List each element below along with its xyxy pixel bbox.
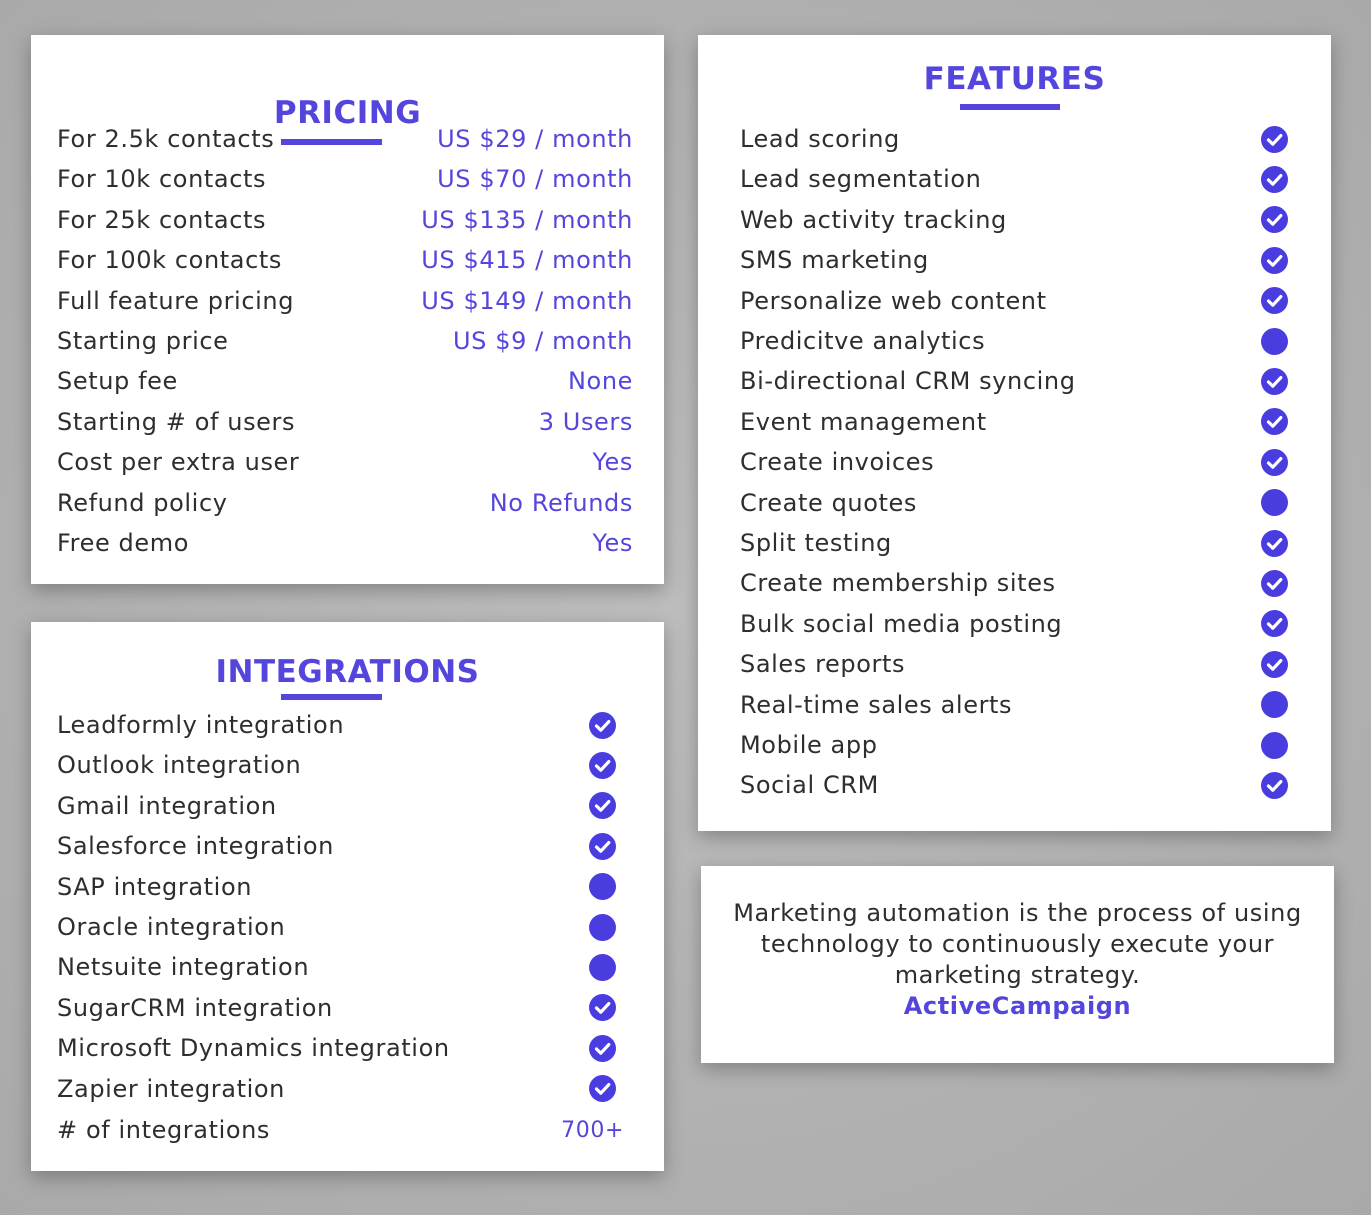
pricing-row-label: For 25k contacts <box>57 205 267 234</box>
pricing-row-value: US $415 / month <box>421 246 633 275</box>
check-circle-icon <box>1261 570 1288 597</box>
feature-row-label: Create invoices <box>740 448 935 477</box>
pricing-card <box>31 35 664 584</box>
integration-row-label: Netsuite integration <box>57 953 310 982</box>
pricing-row-value: US $29 / month <box>437 125 633 153</box>
check-circle-icon <box>1261 287 1288 314</box>
pricing-row-value: 3 Users <box>538 407 633 436</box>
pricing-row-value: US $70 / month <box>437 165 633 194</box>
feature-row-label: Lead scoring <box>740 125 900 153</box>
pricing-row <box>57 159 633 199</box>
feature-row <box>740 523 1288 563</box>
feature-row <box>740 644 1288 684</box>
pricing-row-label: Free demo <box>57 529 190 557</box>
pricing-row <box>57 321 633 361</box>
pricing-row-value: US $149 / month <box>421 286 633 315</box>
integration-row-label: SAP integration <box>57 872 253 901</box>
feature-row <box>740 119 1288 159</box>
feature-row <box>740 402 1288 442</box>
pricing-row <box>57 119 633 159</box>
pricing-row-value: No Refunds <box>489 488 633 517</box>
filled-circle-icon <box>1261 691 1288 718</box>
check-circle-icon <box>1261 651 1288 678</box>
integration-row-label: Leadformly integration <box>57 711 345 739</box>
pricing-row <box>57 281 633 321</box>
check-circle-icon <box>1261 368 1288 395</box>
feature-row-label: Create membership sites <box>740 569 1056 598</box>
filled-circle-icon <box>1261 489 1288 516</box>
check-circle-icon <box>1261 449 1288 476</box>
feature-row <box>740 604 1288 644</box>
feature-row-label: Bulk social media posting <box>740 609 1063 638</box>
pricing-row-value: US $9 / month <box>452 327 633 355</box>
pricing-row-label: Refund policy <box>57 488 228 517</box>
integrations-count-value: 700+ <box>561 1117 624 1143</box>
integrations-title-underline <box>281 694 382 700</box>
feature-row-label: Bi-directional CRM syncing <box>740 367 1076 396</box>
feature-row <box>740 240 1288 280</box>
pricing-row <box>57 442 633 482</box>
check-circle-icon <box>1261 772 1288 799</box>
integration-row-label: Salesforce integration <box>57 832 334 861</box>
quote-source: ActiveCampaign <box>903 992 1132 1020</box>
pricing-row-label: Full feature pricing <box>57 286 295 315</box>
quote-card <box>701 866 1334 1063</box>
check-circle-icon <box>589 1075 616 1102</box>
feature-row <box>740 563 1288 603</box>
integration-row <box>57 1028 616 1068</box>
feature-row-label: Mobile app <box>740 731 878 759</box>
integration-row-label: Oracle integration <box>57 913 286 941</box>
integration-row-label: SugarCRM integration <box>57 993 333 1022</box>
check-circle-icon <box>1261 166 1288 193</box>
check-circle-icon <box>589 1035 616 1062</box>
check-circle-icon <box>589 712 616 739</box>
filled-circle-icon <box>589 914 616 941</box>
integration-row-label: Microsoft Dynamics integration <box>57 1034 450 1063</box>
integration-row <box>57 826 616 866</box>
pricing-row-label: For 10k contacts <box>57 165 267 194</box>
check-circle-icon <box>1261 610 1288 637</box>
feature-row-label: SMS marketing <box>740 246 929 275</box>
features-title: FEATURES <box>923 61 1106 97</box>
quote-text: Marketing automation is the process of using technology to continuously execute your marketing strategy. <box>733 899 1302 989</box>
feature-row <box>740 483 1288 523</box>
pricing-row <box>57 523 633 563</box>
filled-circle-icon <box>1261 328 1288 355</box>
features-title-underline <box>960 104 1060 110</box>
filled-circle-icon <box>589 873 616 900</box>
integration-row <box>57 1069 616 1109</box>
features-card <box>698 35 1331 831</box>
integration-row <box>57 867 616 907</box>
pricing-title: PRICING <box>273 95 422 131</box>
feature-row-label: Create quotes <box>740 488 917 517</box>
feature-row-label: Social CRM <box>740 771 879 800</box>
feature-row <box>740 765 1288 805</box>
integrations-count-label: # of integrations <box>57 1116 271 1144</box>
feature-row <box>740 361 1288 401</box>
integrations-count-row <box>57 1110 624 1150</box>
integrations-card <box>31 622 664 1171</box>
pricing-row-value: US $135 / month <box>421 205 633 234</box>
feature-row-label: Personalize web content <box>740 286 1047 315</box>
check-circle-icon <box>1261 530 1288 557</box>
pricing-row <box>57 240 633 280</box>
check-circle-icon <box>1261 206 1288 233</box>
check-circle-icon <box>589 792 616 819</box>
pricing-row <box>57 483 633 523</box>
feature-row-label: Lead segmentation <box>740 165 982 194</box>
pricing-row-label: Setup fee <box>57 367 178 396</box>
feature-row-label: Sales reports <box>740 650 906 679</box>
integration-row-label: Outlook integration <box>57 751 302 780</box>
feature-row-label: Web activity tracking <box>740 205 1007 234</box>
check-circle-icon <box>1261 126 1288 153</box>
pricing-row-value: None <box>567 367 633 396</box>
integration-row <box>57 705 616 745</box>
feature-row-label: Event management <box>740 407 987 436</box>
pricing-row-label: Starting # of users <box>57 407 296 436</box>
feature-row <box>740 159 1288 199</box>
feature-row <box>740 685 1288 725</box>
filled-circle-icon <box>589 954 616 981</box>
integration-row <box>57 988 616 1028</box>
pricing-row-value: Yes <box>592 448 633 477</box>
integration-row <box>57 907 616 947</box>
feature-row <box>740 321 1288 361</box>
pricing-row <box>57 361 633 401</box>
pricing-row-label: For 2.5k contacts <box>57 125 275 153</box>
feature-row-label: Real-time sales alerts <box>740 690 1013 719</box>
pricing-row-label: For 100k contacts <box>57 246 282 275</box>
check-circle-icon <box>1261 408 1288 435</box>
pricing-row-label: Cost per extra user <box>57 448 300 477</box>
feature-row <box>740 442 1288 482</box>
integration-row <box>57 786 616 826</box>
check-circle-icon <box>589 752 616 779</box>
integration-row <box>57 745 616 785</box>
feature-row-label: Split testing <box>740 529 892 557</box>
pricing-row-value: Yes <box>592 529 633 557</box>
pricing-row-label: Starting price <box>57 327 229 355</box>
integrations-title: INTEGRATIONS <box>215 654 480 690</box>
pricing-row <box>57 402 633 442</box>
check-circle-icon <box>589 994 616 1021</box>
feature-row <box>740 725 1288 765</box>
check-circle-icon <box>589 833 616 860</box>
filled-circle-icon <box>1261 732 1288 759</box>
check-circle-icon <box>1261 247 1288 274</box>
feature-row <box>740 200 1288 240</box>
feature-row-label: Predicitve analytics <box>740 327 986 355</box>
quote-block <box>701 898 1334 1022</box>
integration-row <box>57 947 616 987</box>
pricing-row <box>57 200 633 240</box>
integration-row-label: Gmail integration <box>57 791 277 820</box>
integration-row-label: Zapier integration <box>57 1074 285 1103</box>
feature-row <box>740 281 1288 321</box>
